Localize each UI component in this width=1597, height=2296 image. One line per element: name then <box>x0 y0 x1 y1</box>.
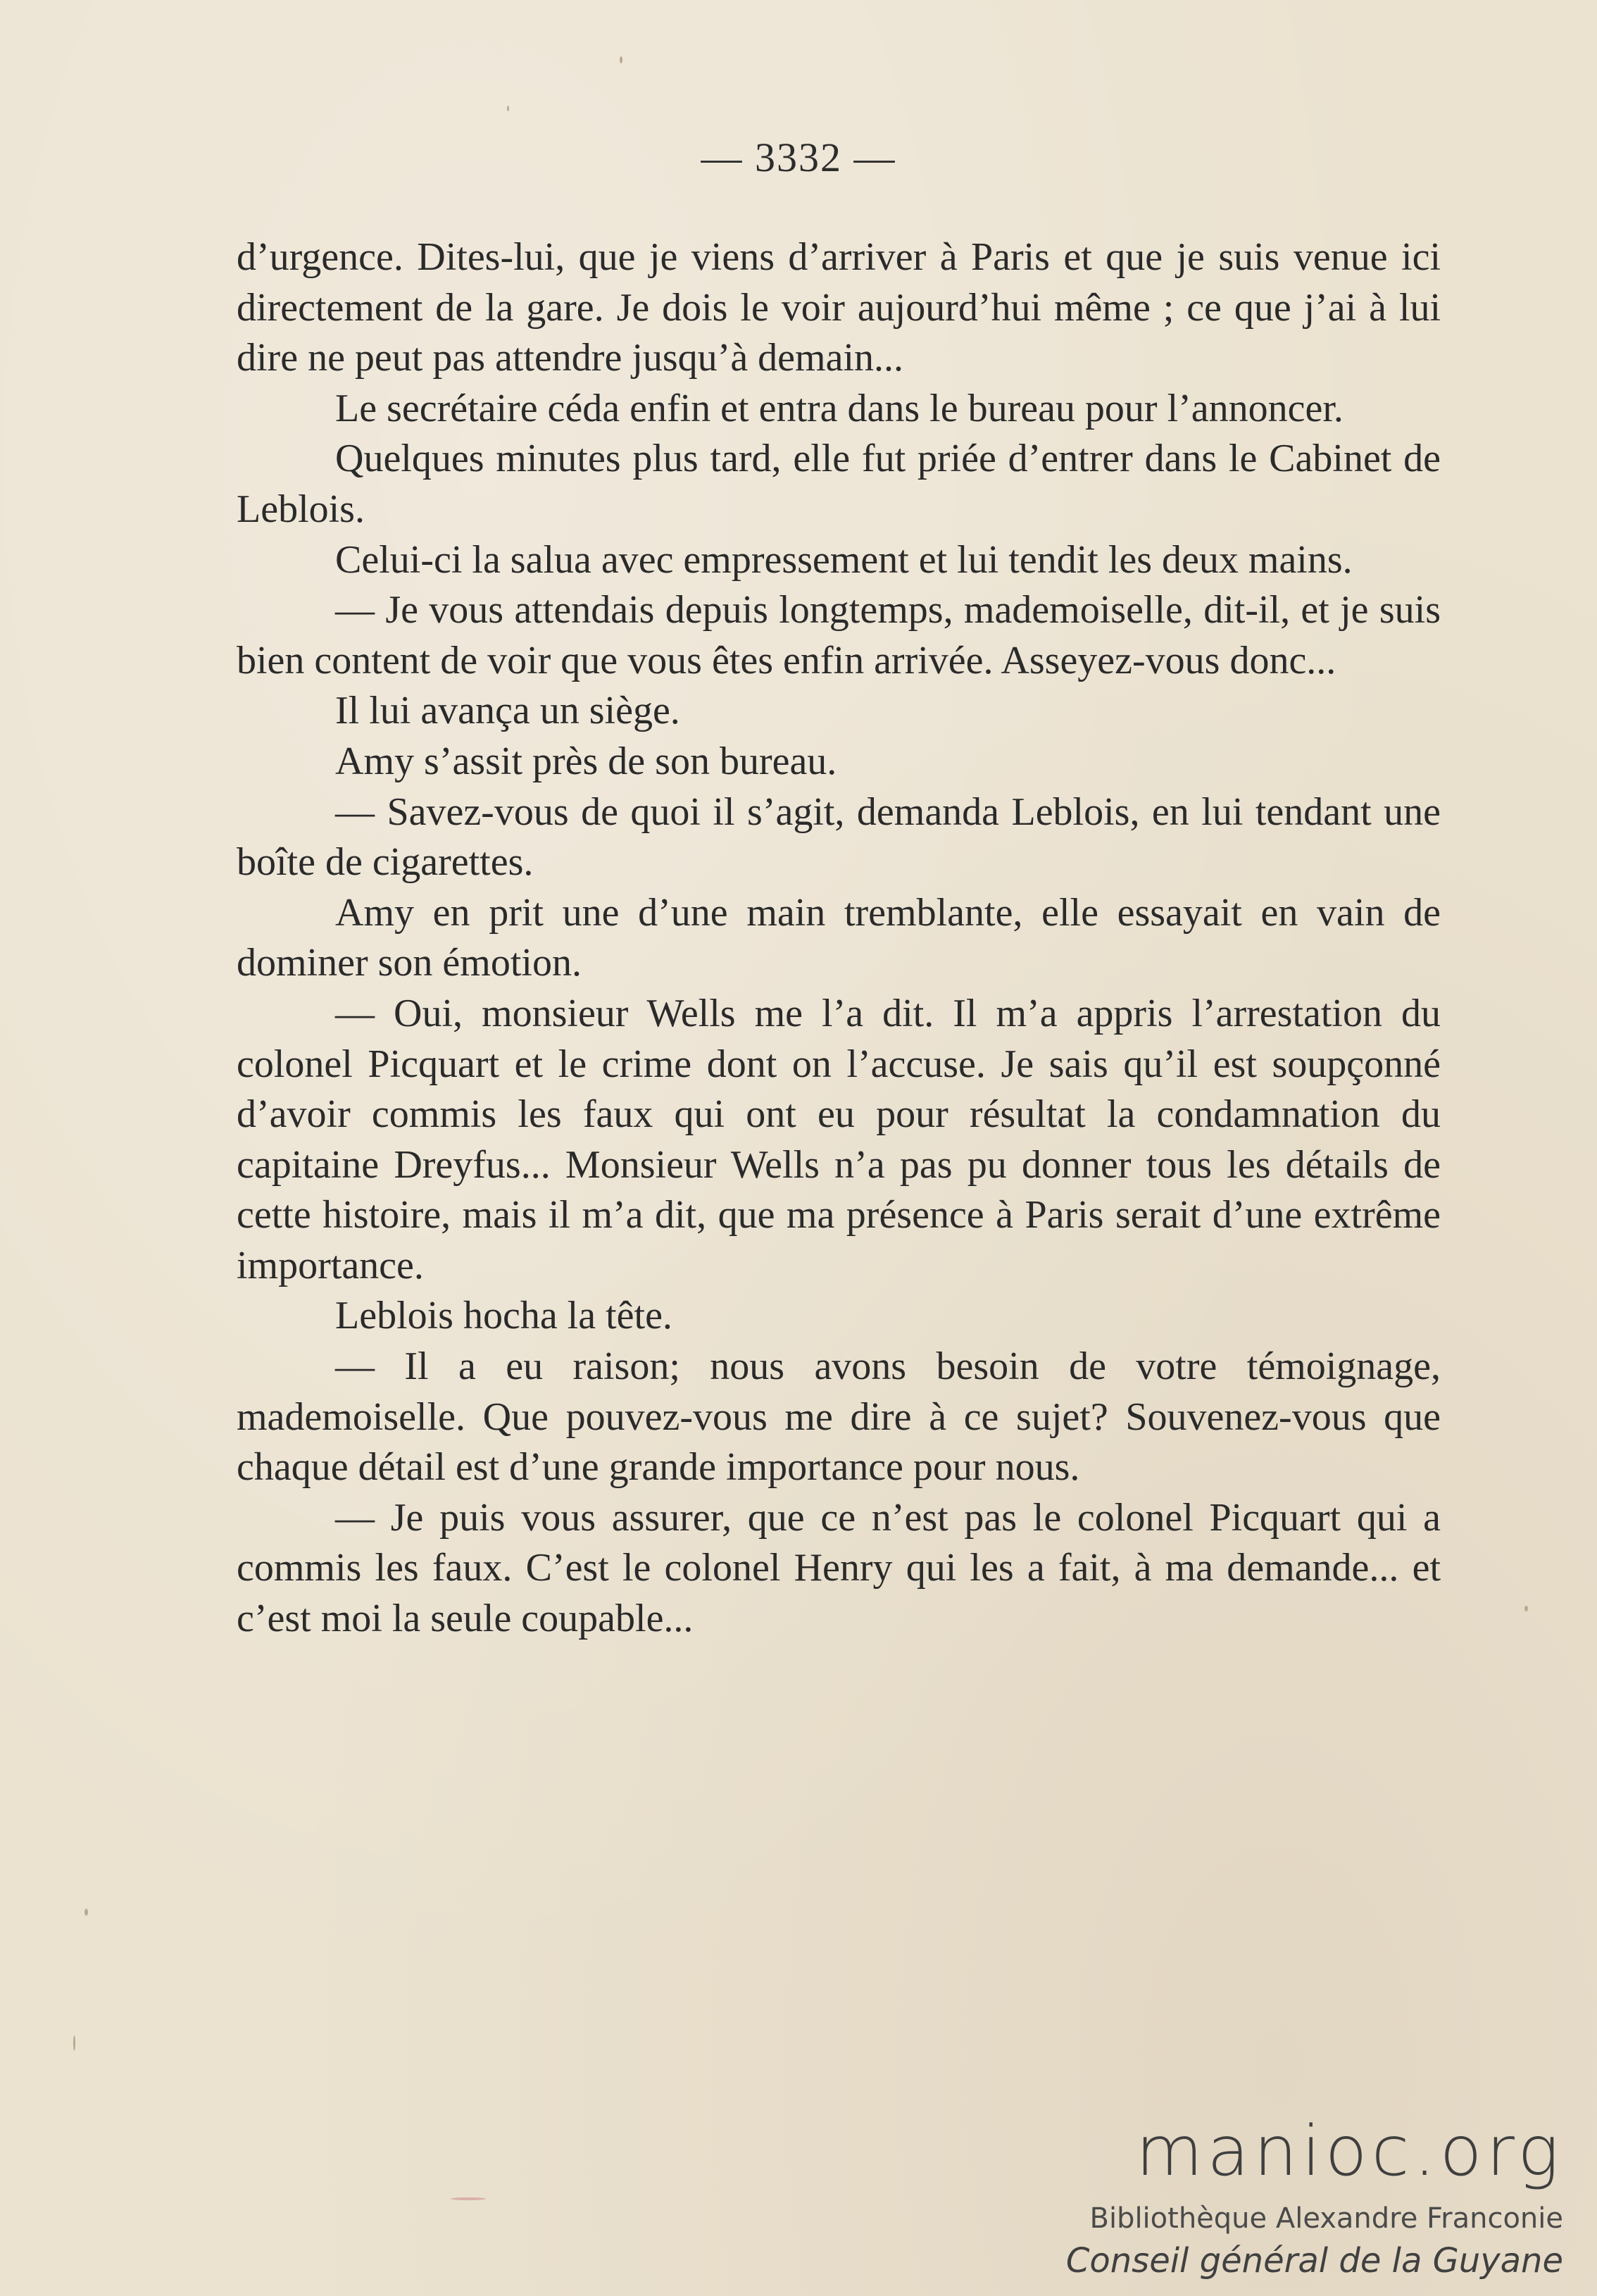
paper-speck <box>1524 1606 1528 1611</box>
paragraph: Le secrétaire céda enfin et entra dans le bureau pour l’annoncer. <box>335 386 1344 430</box>
paragraph: Leblois hocha la tête. <box>335 1294 672 1338</box>
watermark-library-name: Bibliothèque Alexandre Franconie <box>1089 2202 1563 2235</box>
paragraph: — Je vous attendais depuis longtemps, mademoiselle, dit-il, et je suis bien content de voir que vous êtes enfin arrivée. Asseyez-vous donc... <box>237 588 1441 682</box>
library-watermark <box>1056 2113 1563 2283</box>
paper-speck <box>507 106 509 111</box>
paragraph: — Oui, monsieur Wells me l’a dit. Il m’a appris l’arrestation du colonel Picquart et le crime dont on l’accuse. Je sais qu’il est soupçonné d’avoir commis les faux qui ont eu pour résultat la condamnation du capitaine Dreyfus... Monsieur Wells n’a pas pu donner tous les détails de cette histoire, mais il m’a dit, que ma présence à Paris serait d’une extrême importance. <box>237 991 1441 1287</box>
paragraph: d’urgence. Dites-lui, que je viens d’arriver à Paris et que je suis venue ici directement de la gare. Je dois le voir aujourd’hui même ; ce que j’ai à lui dire ne peut pas attendre jusqu’à demain... <box>237 235 1441 380</box>
paragraph: — Il a eu raison; nous avons besoin de votre témoignage, mademoiselle. Que pouvez-vous me dire à ce sujet? Souvenez-vous que chaque détail est d’une grande importance pour nous. <box>237 1344 1441 1490</box>
body-text <box>237 232 1441 1645</box>
paragraph: — Je puis vous assurer, que ce n’est pas le colonel Picquart qui a commis les faux. C’est le colonel Henry qui les a fait, à ma demande... et c’est moi la seule coupable... <box>237 1495 1441 1641</box>
paragraph: Amy en prit une d’une main tremblante, elle essayait en vain de dominer son émotion. <box>237 890 1441 985</box>
paragraph: — Savez-vous de quoi il s’agit, demanda Leblois, en lui tendant une boîte de cigarettes. <box>237 790 1441 885</box>
manioc-logo: manioc.org <box>1135 2111 1563 2192</box>
paper-speck <box>620 56 622 63</box>
paper-speck <box>84 1909 88 1916</box>
paragraph: Amy s’assit près de son bureau. <box>335 739 837 783</box>
paper-speck <box>73 2035 75 2051</box>
paper-speck <box>451 2197 486 2200</box>
page-number: — 3332 — <box>701 135 896 180</box>
paragraph: Celui-ci la salua avec empressement et lui tendit les deux mains. <box>335 537 1353 582</box>
paragraph: Quelques minutes plus tard, elle fut priée d’entrer dans le Cabinet de Leblois. <box>237 437 1441 531</box>
watermark-council-name: Conseil général de la Guyane <box>1065 2241 1563 2281</box>
paragraph: Il lui avança un siège. <box>335 689 680 733</box>
